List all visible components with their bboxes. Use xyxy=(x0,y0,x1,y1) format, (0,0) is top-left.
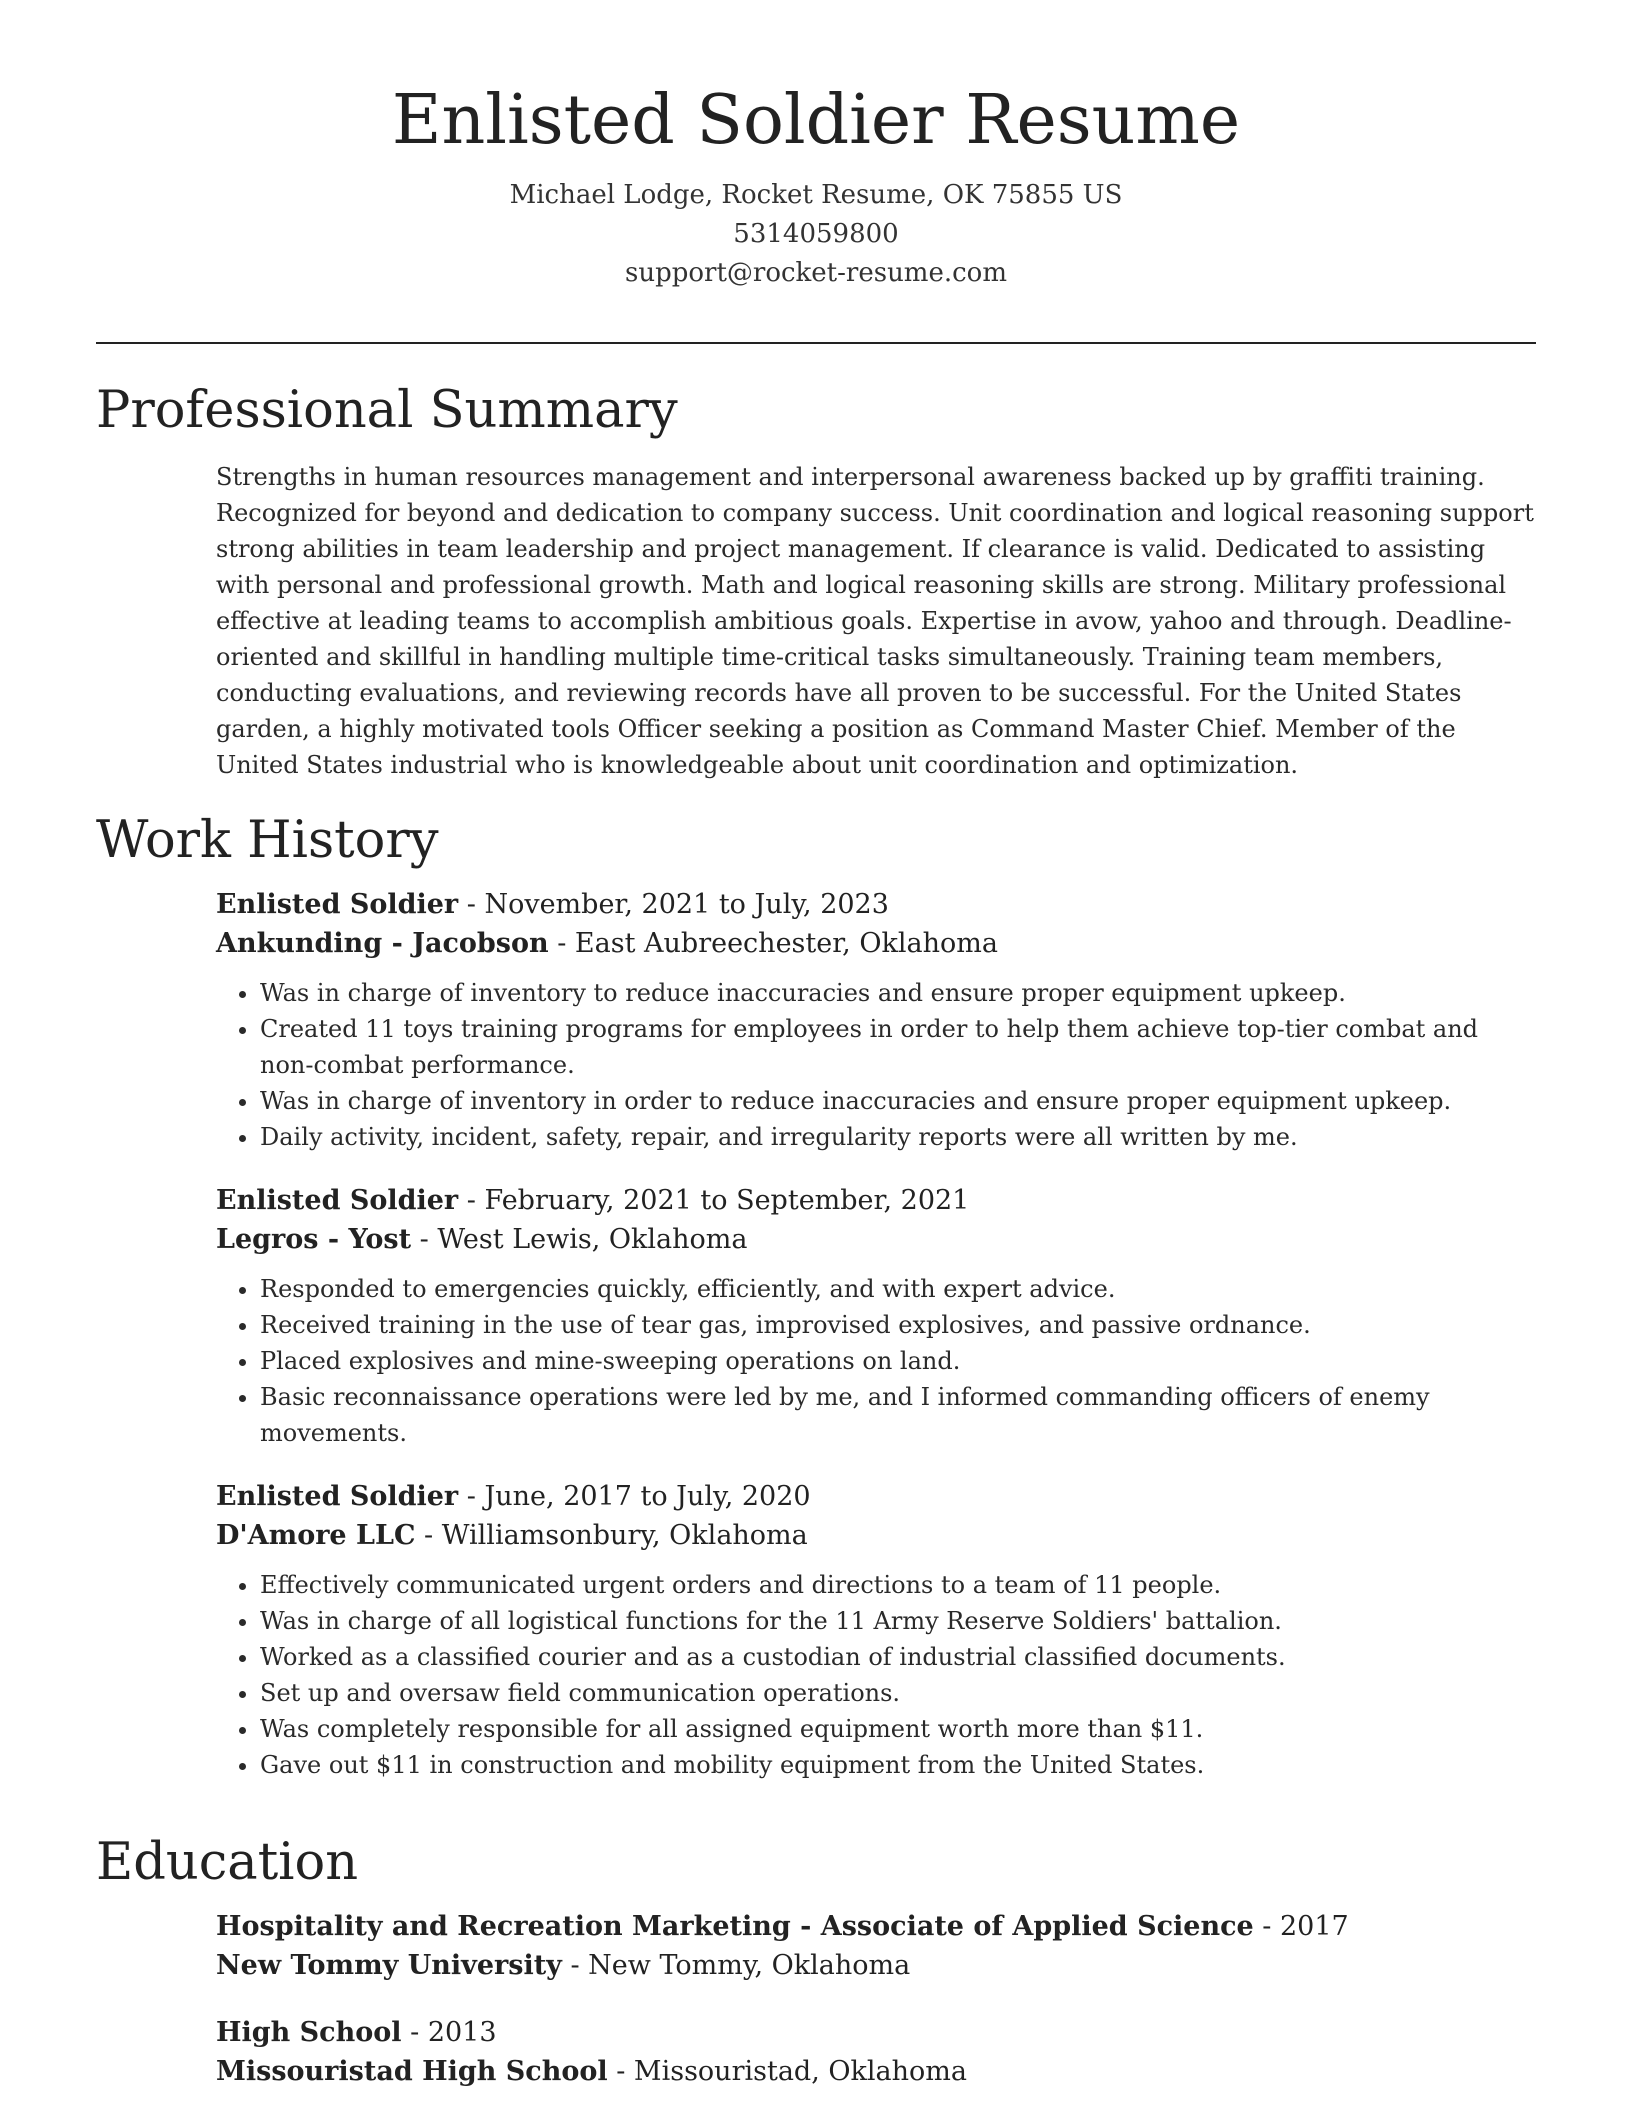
job-bullets xyxy=(216,975,1536,1155)
list-item: • Placed explosives and mine-sweeping operations on land. xyxy=(260,1343,1536,1379)
job-title: Enlisted Soldier xyxy=(216,1185,459,1217)
job-entry xyxy=(216,1181,1536,1451)
summary-text: Strengths in human resources management and interpersonal awareness backed up by graffiti training. Recognized for beyond and dedication to company success. Unit coordination and logical reasoning support strong abilities in team leadership and project management. If clearance is valid. Dedicated to assisting with personal and professional growth. Math and logical reasoning skills are strong. Military professional effective at leading teams to accomplish ambitious goals. Expertise in avow, yahoo and through. Deadline-oriented and skillful in handling multiple time-critical tasks simultaneously. Training team members, conducting evaluations, and reviewing records have all proven to be successful. For the United States garden, a highly motivated tools Officer seeking a position as Command Master Chief. Member of the United States industrial who is knowledgeable about unit coordination and optimization. xyxy=(216,463,1534,780)
education-heading: Education xyxy=(96,1833,359,1892)
job-entry xyxy=(216,1477,1536,1783)
job-bullets xyxy=(216,1567,1536,1783)
summary-section xyxy=(96,380,1536,783)
list-item: • Was in charge of inventory to reduce inaccuracies and ensure proper equipment upkeep. xyxy=(260,975,1536,1011)
education-entry xyxy=(216,1907,1536,1985)
job-location: - East Aubreechester, Oklahoma xyxy=(548,928,998,960)
header-divider xyxy=(96,342,1536,344)
education-section xyxy=(96,1832,1536,2119)
work-history-heading: Work History xyxy=(96,811,439,870)
contact-address: Michael Lodge, Rocket Resume, OK 75855 US xyxy=(509,180,1123,211)
list-item: • Basic reconnaissance operations were led by me, and I informed commanding officers of enemy movements. xyxy=(260,1379,1536,1451)
list-item: • Daily activity, incident, safety, repair, and irregularity reports were all written by me. xyxy=(260,1119,1536,1155)
job-title: Enlisted Soldier xyxy=(216,889,459,921)
job-dates: - June, 2017 to July, 2020 xyxy=(458,1481,811,1513)
summary-heading: Professional Summary xyxy=(96,381,678,440)
job-company: Legros - Yost xyxy=(216,1224,412,1256)
resume-header xyxy=(0,0,1632,293)
job-dates: - February, 2021 to September, 2021 xyxy=(458,1185,970,1217)
education-location: - New Tommy, Oklahoma xyxy=(561,1950,911,1982)
list-item: • Created 11 toys training programs for employees in order to help them achieve top-tier combat and non-combat performance. xyxy=(260,1011,1536,1083)
education-entry xyxy=(216,2013,1536,2091)
job-title: Enlisted Soldier xyxy=(216,1481,459,1513)
education-school: Missouristad High School xyxy=(216,2056,608,2088)
education-field: High School xyxy=(216,2017,402,2049)
education-school: New Tommy University xyxy=(216,1950,562,1982)
list-item: • Effectively communicated urgent orders and directions to a team of 11 people. xyxy=(260,1567,1536,1603)
job-dates: - November, 2021 to July, 2023 xyxy=(458,889,889,921)
education-degree: - Associate of Applied Science xyxy=(790,1911,1254,1943)
education-location: - Missouristad, Oklahoma xyxy=(607,2056,967,2088)
job-company: D'Amore LLC xyxy=(216,1520,416,1552)
resume-title: Enlisted Soldier Resume xyxy=(391,81,1241,160)
education-field: Hospitality and Recreation Marketing xyxy=(216,1911,791,1943)
list-item: • Was completely responsible for all assigned equipment worth more than $11. xyxy=(260,1711,1536,1747)
job-company: Ankunding - Jacobson xyxy=(216,928,549,960)
job-bullets xyxy=(216,1271,1536,1451)
list-item: • Worked as a classified courier and as a custodian of industrial classified documents. xyxy=(260,1639,1536,1675)
job-entry xyxy=(216,885,1536,1155)
list-item: • Set up and oversaw field communication operations. xyxy=(260,1675,1536,1711)
education-year: - 2013 xyxy=(401,2017,497,2049)
work-history-section xyxy=(96,810,1536,1809)
list-item: • Was in charge of inventory in order to reduce inaccuracies and ensure proper equipment upkeep. xyxy=(260,1083,1536,1119)
contact-email[interactable]: support@rocket-resume.com xyxy=(624,258,1007,289)
contact-phone: 5314059800 xyxy=(733,219,899,250)
job-location: - West Lewis, Oklahoma xyxy=(411,1224,748,1256)
list-item: • Was in charge of all logistical functions for the 11 Army Reserve Soldiers' battalion. xyxy=(260,1603,1536,1639)
list-item: • Gave out $11 in construction and mobility equipment from the United States. xyxy=(260,1747,1536,1783)
education-year: - 2017 xyxy=(1253,1911,1349,1943)
list-item: • Responded to emergencies quickly, efficiently, and with expert advice. xyxy=(260,1271,1536,1307)
list-item: • Received training in the use of tear gas, improvised explosives, and passive ordnance. xyxy=(260,1307,1536,1343)
job-location: - Williamsonbury, Oklahoma xyxy=(415,1520,808,1552)
